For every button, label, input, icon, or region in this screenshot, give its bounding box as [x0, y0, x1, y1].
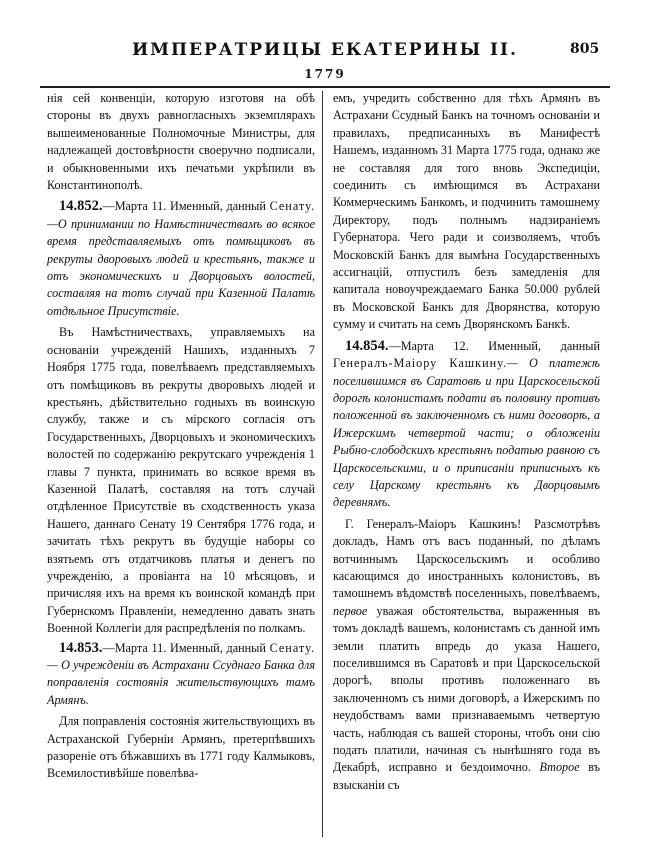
entry-heading-14853 [47, 640, 315, 710]
entry-body-14853: Для поправленія состоянія жительствующихъ въ Астраханской Губерніи Армянъ, претерпѣвшихъ разореніе отъ бѣжавшихъ въ 1771 году Калмыковъ, Всемилостивѣйше повелѣва- [47, 714, 315, 781]
running-title: ИМПЕРАТРИЦЫ ЕКАТЕРИНЫ II. [132, 40, 518, 60]
entry-addressee: Сенату. [269, 199, 316, 214]
body-first: первое [333, 603, 368, 618]
body-tail: въ взысканіи съ [333, 760, 601, 792]
right-column [333, 90, 600, 794]
entry-body-14852: Въ Намѣстничествахъ, управляемыхъ на основаніи учрежденій Нашихъ, изданныхъ 7 Ноября 1775 года, повелѣваемъ представляемыхъ отъ помѣщиковъ въ рекруты дворовыхъ людей и крестьянъ, дѣйствительно годныхъ въ воинскую службу, также и съ мірского согласія отъ Государственныхъ, Дворцовыхъ и экономическихъ волостей по содержанію рекрутскаго учрежденія 1 главы 7 пункта, принимать во всякое время въ Казенной Палатѣ, составляя на тотъ случай отдѣленное Присутствіе въ сходственность указа Нашего, даннаго Сенату 19 Сентября 1776 года, и зачитать тѣхъ рекрутъ въ будущіе наборы со взятьемъ отъ отдатчиковъ платья и денегъ по учрежденію, а провіанта на 10 мѣсяцовъ, и причисляя ихъ на время къ воинской командѣ при Губернскомъ Правленіи, немедленно давать знать Военной Коллегіи для распредѣленія по полкамъ. [47, 325, 315, 636]
left-column [47, 90, 315, 783]
header-rule [40, 86, 610, 88]
entry-heading-14852 [47, 198, 315, 320]
page-number: 805 [570, 41, 600, 57]
entry-body-14854 [333, 516, 600, 795]
entry-addressee: Генералъ-Маіору Кашкину. [333, 356, 508, 371]
entry-subject: — О платежѣ поселившимся въ Саратовѣ и при Царскосельской дорогѣ колонистамъ подати въ половину противъ положенной въ заключенномъ съ ними договорѣ, а Ижерскимъ четвертой части; о обложеніи Рыбно-слободскихъ крестьянъ податью равною съ Царскосельскими, и о приписаніи приписныхъ къ селу Царскому крестьянъ къ Дворцовымъ деревнямъ. [333, 356, 600, 510]
body-second: Второе [539, 760, 580, 775]
continuation-paragraph: нія сей конвенціи, которую изготовя на обѣ стороны въ двухъ равногласныхъ экземплярахъ вышеименованные Полномочные Министры, для надлежащей достовѣрности своеручно подписали, и обыкновенными ихъ печатьми укрѣпили въ Константинополѣ. [47, 91, 315, 193]
entry-number: 14.852. [59, 198, 103, 215]
entry-subject: — О учрежденіи въ Астрахани Ссуднаго Банка для поправленія состоянія жительствующихъ тамъ Армянъ. [47, 658, 315, 707]
entry-number: 14.853. [59, 639, 103, 656]
entry-subject: —О принимании по Намѣстничествамъ во всякое время представляемыхъ отъ помѣщиковъ въ рекруты дворовыхъ людей и крестьянъ, также и отъ экономическихъ и Дворцовыхъ волостей, составляя на тотъ случай при Казенной Палатѣ отдѣльное Присутствіе. [47, 216, 315, 318]
entry-heading-14854 [333, 338, 600, 512]
entry-date-type: —Марта 11. Именный, данный [102, 199, 266, 214]
entry-date-type: —Марта 12. Именный, данный [388, 338, 600, 353]
continuation-paragraph: емъ, учредить собственно для тѣхъ Армянъ въ Астрахани Ссудный Банкъ на точномъ основаніи и правилахъ, предписанныхъ въ Манифестѣ Нашемъ, изданномъ 31 Марта 1775 года, однако же не составляя для того вновь Экспедиціи, соединить съ имѣющимся въ Астрахани Коммерческимъ Банкомъ, и подчинить тамошнему Директору, подъ полнымъ надзираніемъ Губернатора. Чего ради и соизволяемъ, чтобъ Московскій Банкъ для вымѣна Государственныхъ ассигнацій, отпустилъ безъ замедленія для капитала новоучреждаемаго Банка 50.000 рублей въ Московской Банкъ для Дворянства, которую сумму и считать на семъ Дворянскомъ Банкѣ. [333, 91, 600, 332]
year-heading: 1779 [304, 67, 346, 81]
entry-date-type: —Марта 11. Именный, данный [102, 640, 266, 655]
body-rest: уважая обстоятельства, выраженныя въ томъ докладѣ вашемъ, колонистамъ съ данной имъ земли платить впредь до указа Нашего, поселившимся въ Саратовѣ и при Царскосельской дорогѣ, вполы противъ положеннаго въ заключенномъ съ ними договорѣ, а Ижерскимъ по неудобствамъ вами признаваемымъ четвертую часть, наблюдая съ вашей стороны, чтобъ они сію подать платили, начиная съ нынѣшняго года въ Декабрѣ, исправно и бездоимочно. [333, 603, 600, 775]
column-divider [322, 91, 323, 837]
body-text: Г. Генералъ-Маіоръ Кашкинъ! Разсмотрѣвъ докладъ, Намъ отъ васъ поданный, по дѣламъ вотчиннымъ Царскосельскимъ и особливо касающимся до иностранныхъ колонистовъ, въ тамошнемъ вѣдомствѣ поселенныхъ, повелѣваемъ, [333, 516, 600, 601]
entry-number: 14.854. [345, 337, 389, 354]
entry-addressee: Сенату. [269, 640, 316, 655]
